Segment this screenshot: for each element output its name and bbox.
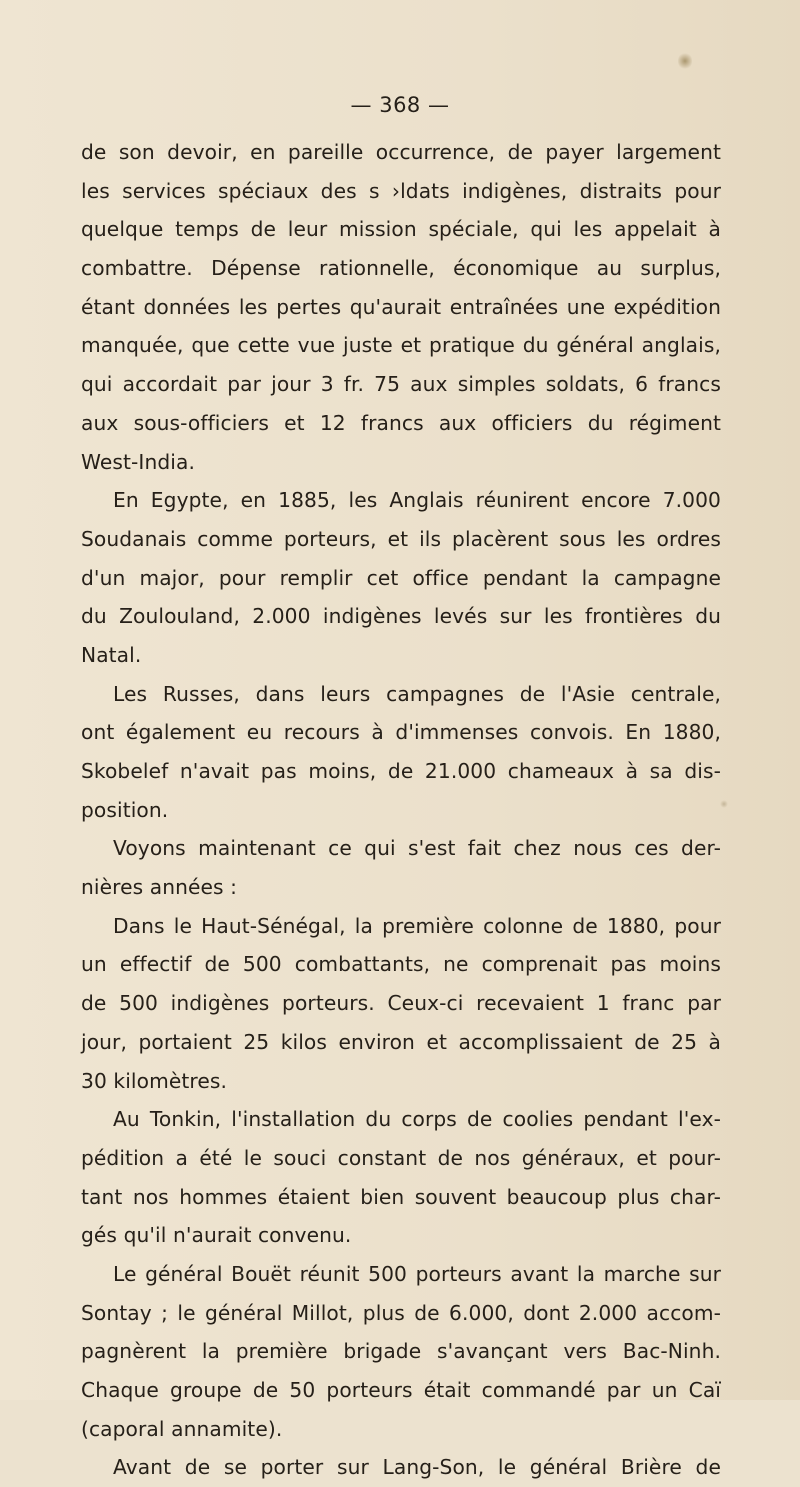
text-line: Chaque groupe de 50 porteurs était commandé par un Caï [81, 1378, 721, 1402]
text-line: position. [81, 797, 169, 822]
body-text [81, 133, 721, 1487]
text-line: pédition a été le souci constant de nos généraux, et pour- [81, 1145, 721, 1170]
text-line: qui accordait par jour 3 fr. 75 aux simples soldats, 6 francs [81, 372, 721, 397]
paper-stain [720, 800, 728, 808]
text-line: d'un major, pour remplir cet office pendant la campagne [81, 565, 721, 590]
text-line: Sontay ; le général Millot, plus de 6.000, dont 2.000 accom- [81, 1300, 721, 1325]
text-line: Dans le Haut-Sénégal, la première colonne de 1880, pour [113, 913, 721, 938]
text-line: Skobelef n'avait pas moins, de 21.000 chameaux à sa dis- [81, 759, 721, 783]
text-line: aux sous-officiers et 12 francs aux officiers du régiment [81, 410, 721, 435]
text-line: tant nos hommes étaient bien souvent beaucoup plus char- [81, 1184, 721, 1209]
text-line: les services spéciaux des s ›ldats indigènes, distraits pour [81, 178, 721, 203]
text-line: un effectif de 500 combattants, ne comprenait pas moins [81, 952, 721, 977]
text-line: jour, portaient 25 kilos environ et accomplissaient de 25 à [81, 1029, 721, 1054]
text-line: de son devoir, en pareille occurrence, de payer largement [81, 140, 721, 164]
page-number: — 368 — [350, 93, 450, 117]
text-line: du Zoulouland, 2.000 indigènes levés sur les frontières du [81, 604, 721, 629]
text-line: Le général Bouët réunit 500 porteurs avant la marche sur [113, 1261, 721, 1286]
text-line: Voyons maintenant ce qui s'est fait chez nous ces der- [113, 836, 721, 861]
text-line: (caporal annamite). [81, 1416, 283, 1441]
text-line: 30 kilomètres. [81, 1068, 227, 1093]
text-line: ont également eu recours à d'immenses convois. En 1880, [81, 720, 721, 745]
text-line: nières années : [81, 875, 238, 900]
text-line: quelque temps de leur mission spéciale, qui les appelait à [81, 217, 721, 242]
text-line: Avant de se porter sur Lang-Son, le général Brière de [113, 1455, 721, 1480]
text-line: étant données les pertes qu'aurait entraînées une expédition [81, 294, 721, 319]
text-line: de 500 indigènes porteurs. Ceux-ci recevaient 1 franc par [81, 991, 721, 1016]
paper-stain [678, 52, 692, 70]
text-line: West-India. [81, 449, 195, 474]
text-line: Soudanais comme porteurs, et ils placèrent sous les ordres [81, 526, 721, 551]
text-line: Au Tonkin, l'installation du corps de coolies pendant l'ex- [113, 1107, 721, 1132]
text-line: gés qu'il n'aurait convenu. [81, 1223, 352, 1248]
text-line: Natal. [81, 642, 142, 667]
text-line: combattre. Dépense rationnelle, économique au surplus, [81, 256, 721, 281]
text-line: Les Russes, dans leurs campagnes de l'Asie centrale, [113, 681, 721, 706]
text-line: manquée, que cette vue juste et pratique du général anglais, [81, 333, 721, 358]
text-line: pagnèrent la première brigade s'avançant vers Bac-Ninh. [81, 1339, 721, 1364]
text-line: En Egypte, en 1885, les Anglais réunirent encore 7.000 [113, 488, 721, 513]
